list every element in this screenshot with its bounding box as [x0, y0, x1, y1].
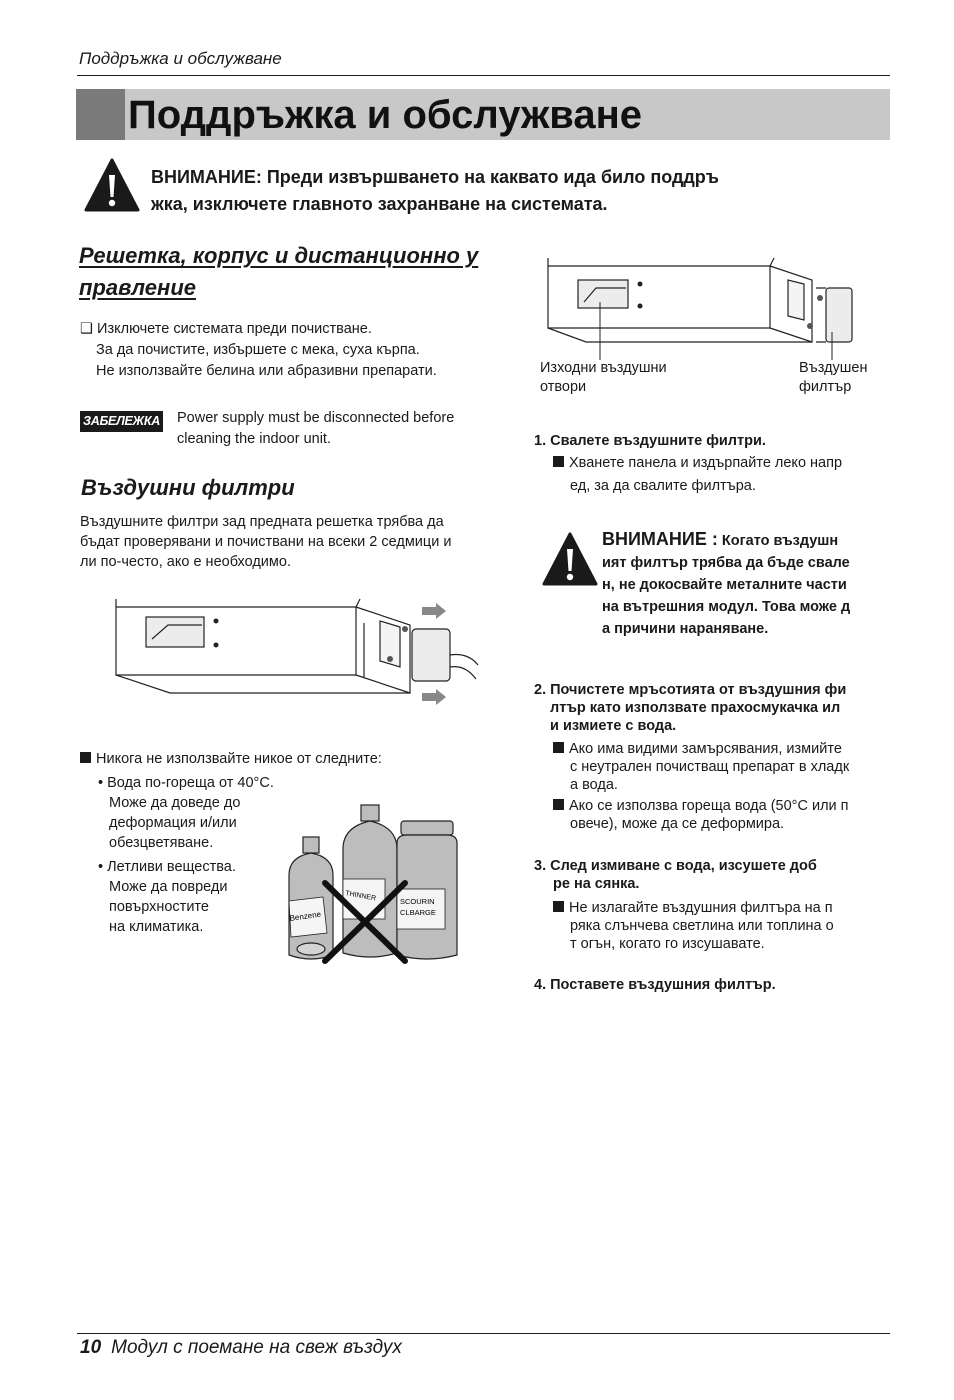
- label-air-outlets: Изходни въздушни отвори: [540, 360, 667, 395]
- warning-icon: [83, 157, 141, 213]
- bullet-volatile: • Летливи вещества. Може да повреди повърхностите на климатика.: [98, 859, 236, 935]
- filter-removal-caution: ВНИМАНИЕ : Когато въздушн ият филтър трябва да бъде свале н, не докосвайте металните части на вътрешния модул. Това може д а причини нараняване.: [602, 529, 851, 637]
- note-text: Power supply must be disconnected before cleaning the indoor unit.: [177, 410, 455, 447]
- step-3-item: Не излагайте въздушния филтъра на п ряка слънчева светлина или топлина о т огън, когато го изсушавате.: [553, 899, 898, 953]
- bottle-label-benzene: Benzene: [289, 909, 322, 923]
- main-warning: ВНИМАНИЕ: Преди извършването на каквато ида било поддръ жка, изключете главното захранване на системата.: [151, 167, 719, 214]
- filters-heading: Въздушни филтри: [81, 475, 295, 500]
- grille-heading: Решетка, корпус и дистанционно у правление: [79, 243, 479, 300]
- step-4-heading: 4. Поставете въздушния филтър.: [534, 977, 776, 993]
- step-2-item-2: Ако се използва гореща вода (50°C или п овече), може да се деформира.: [553, 797, 898, 833]
- never-use-heading: Никога не използвайте никое от следните:: [80, 749, 382, 770]
- page-title: Поддръжка и обслужване: [128, 93, 643, 137]
- step-2-item-1: Ако има видими замърсявания, измийте с неутрален почистващ препарат в хладк а вода.: [553, 740, 898, 794]
- footer-rule: [77, 1333, 890, 1334]
- header-rule: [77, 75, 890, 76]
- bottle-label-thinner: THINNER: [344, 890, 377, 903]
- bullet-hot-water: • Вода по-гореща от 40°C. Може да доведе до деформация и/или обезцветяване.: [98, 775, 274, 851]
- filters-intro: Въздушните филтри зад предната решетка трябва да бъдат проверявани и почиствани на всеки 2 седмици и ли по-често, ако е необходимо.: [80, 514, 452, 570]
- bottle-label-clbarge: CLBARGE: [400, 908, 436, 917]
- footer-text: Модул с поемане на свеж въздух: [111, 1337, 402, 1358]
- running-header: Поддръжка и обслужване: [79, 49, 282, 68]
- page-number: 10: [80, 1337, 102, 1358]
- note-tag: ЗАБЕЛЕЖКА: [80, 411, 163, 432]
- step-2-heading: 2. Почистете мръсотията от въздушния фи лтър като използвате прахосмукачка ил и измиете с вода.: [534, 682, 847, 734]
- bottle-label-scourin: SCOURIN: [400, 897, 435, 906]
- step-3-heading: 3. След измиване с вода, изсушете доб ре на сянка.: [534, 858, 817, 892]
- chemical-bottles-illustration: [285, 803, 470, 965]
- unit-filter-diagram: [540, 252, 860, 362]
- step-1-item: Хванете панела и издърпайте леко напр ед, за да свалите филтъра.: [553, 453, 893, 497]
- step-1-heading: 1. Свалете въздушните филтри.: [534, 433, 766, 449]
- page-footer: [80, 1337, 402, 1359]
- title-accent-block: [76, 89, 125, 140]
- label-air-filter: Въздушен филтър: [799, 360, 868, 395]
- caution-icon: [541, 531, 599, 587]
- grille-instructions: ❑ Изключете системата преди почистване. За да почистите, избършете с мека, суха кърпа. Не използвайте белина или абразивни препарати.: [80, 321, 437, 379]
- unit-removal-illustration: [110, 595, 485, 715]
